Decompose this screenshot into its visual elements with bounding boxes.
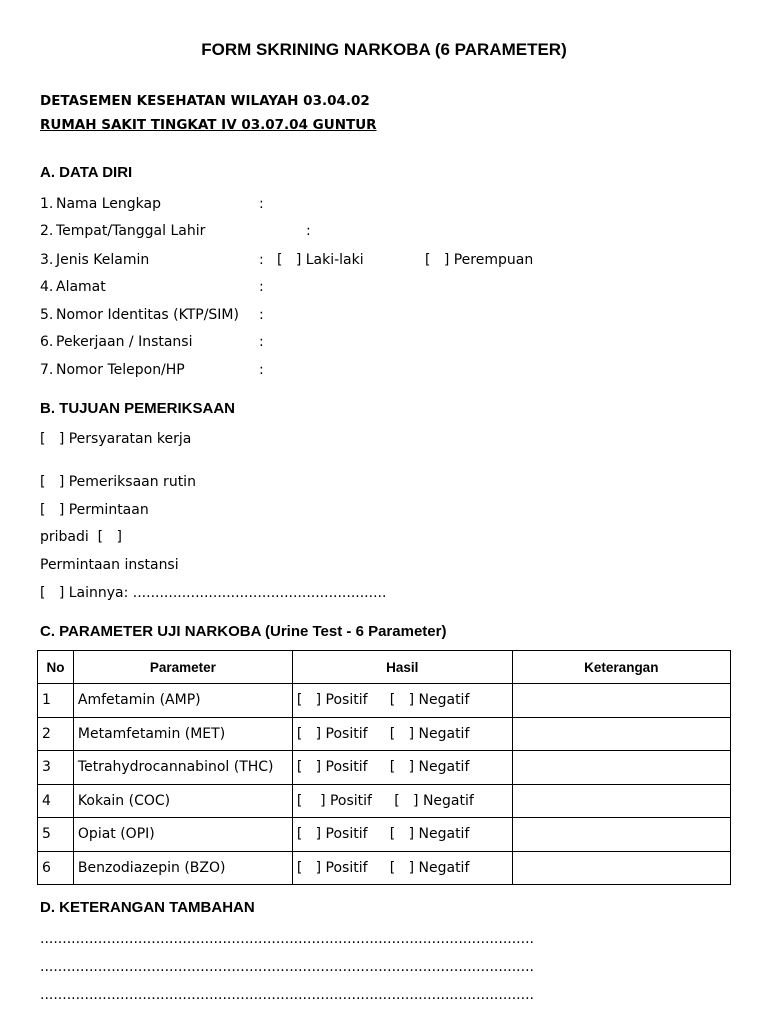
cell-hasil[interactable]: [ ] Positif [ ] Negatif bbox=[292, 717, 512, 751]
item-number: 5. bbox=[40, 307, 54, 323]
table-row bbox=[38, 684, 731, 718]
cell-no: 6 bbox=[38, 851, 74, 885]
section-d-heading: D. KETERANGAN TAMBAHAN bbox=[40, 899, 255, 916]
item-number: 2. bbox=[40, 223, 54, 239]
cell-keterangan[interactable] bbox=[512, 684, 730, 718]
table-header-row bbox=[38, 651, 731, 684]
item-number: 3. bbox=[40, 252, 54, 268]
header-unit: DETASEMEN KESEHATAN WILAYAH 03.04.02 bbox=[40, 93, 370, 109]
field-label-telepon: Nomor Telepon/HP bbox=[56, 362, 185, 378]
cell-parameter: Benzodiazepin (BZO) bbox=[73, 851, 292, 885]
cell-parameter: Opiat (OPI) bbox=[73, 818, 292, 852]
table-row bbox=[38, 717, 731, 751]
item-number: 6. bbox=[40, 334, 54, 350]
checkbox-female[interactable]: [ ] Perempuan bbox=[425, 252, 534, 268]
option-permintaan-instansi: Permintaan instansi bbox=[40, 557, 179, 573]
column-header-hasil: Hasil bbox=[292, 651, 512, 684]
cell-hasil[interactable]: [ ] Positif [ ] Negatif bbox=[292, 684, 512, 718]
field-colon: : bbox=[259, 252, 264, 268]
field-colon: : bbox=[259, 279, 264, 295]
column-header-no: No bbox=[38, 651, 74, 684]
cell-parameter: Tetrahydrocannabinol (THC) bbox=[73, 751, 292, 785]
form-title: FORM SKRINING NARKOBA (6 PARAMETER) bbox=[201, 40, 567, 59]
field-label-alamat: Alamat bbox=[56, 279, 106, 295]
section-b-heading: B. TUJUAN PEMERIKSAAN bbox=[40, 400, 236, 417]
field-colon: : bbox=[259, 196, 264, 212]
cell-parameter: Amfetamin (AMP) bbox=[73, 684, 292, 718]
table-row bbox=[38, 751, 731, 785]
cell-hasil[interactable]: [ ] Positif [ ] Negatif bbox=[292, 851, 512, 885]
notes-line[interactable]: ............................................................................................................... bbox=[40, 987, 534, 1003]
cell-hasil[interactable]: [ ] Positif [ ] Negatif bbox=[292, 818, 512, 852]
field-label-identitas: Nomor Identitas (KTP/SIM) bbox=[56, 307, 239, 323]
option-text-line[interactable]: pribadi [ ] bbox=[40, 529, 122, 545]
item-number: 4. bbox=[40, 279, 54, 295]
cell-no: 4 bbox=[38, 784, 74, 818]
checkbox-male[interactable]: [ ] Laki-laki bbox=[277, 252, 364, 268]
table-row bbox=[38, 818, 731, 852]
field-colon: : bbox=[259, 334, 264, 350]
table-row bbox=[38, 784, 731, 818]
notes-line[interactable]: ............................................................................................................... bbox=[40, 959, 534, 975]
option-permintaan-pribadi[interactable]: [ ] Permintaan bbox=[40, 502, 149, 518]
option-lainnya[interactable]: [ ] Lainnya: ......................................................... bbox=[40, 585, 387, 601]
cell-keterangan[interactable] bbox=[512, 851, 730, 885]
item-number: 7. bbox=[40, 362, 54, 378]
section-a-heading: A. DATA DIRI bbox=[40, 164, 133, 181]
cell-parameter: Metamfetamin (MET) bbox=[73, 717, 292, 751]
notes-line[interactable]: ............................................................................................................... bbox=[40, 931, 534, 947]
field-colon: : bbox=[259, 362, 264, 378]
field-label-ttl: Tempat/Tanggal Lahir bbox=[56, 223, 206, 239]
cell-hasil[interactable]: [ ] Positif [ ] Negatif bbox=[292, 751, 512, 785]
field-label-nama: Nama Lengkap bbox=[56, 196, 161, 212]
cell-keterangan[interactable] bbox=[512, 751, 730, 785]
cell-no: 5 bbox=[38, 818, 74, 852]
option-pemeriksaan-rutin[interactable]: [ ] Pemeriksaan rutin bbox=[40, 474, 196, 490]
option-persyaratan-kerja[interactable]: [ ] Persyaratan kerja bbox=[40, 431, 192, 447]
cell-no: 2 bbox=[38, 717, 74, 751]
field-colon: : bbox=[306, 223, 311, 239]
item-number: 1. bbox=[40, 196, 54, 212]
field-label-pekerjaan: Pekerjaan / Instansi bbox=[56, 334, 193, 350]
column-header-keterangan: Keterangan bbox=[512, 651, 730, 684]
table-row bbox=[38, 851, 731, 885]
cell-keterangan[interactable] bbox=[512, 717, 730, 751]
header-hospital: RUMAH SAKIT TINGKAT IV 03.07.04 GUNTUR bbox=[40, 117, 377, 133]
cell-parameter: Kokain (COC) bbox=[73, 784, 292, 818]
cell-keterangan[interactable] bbox=[512, 784, 730, 818]
cell-no: 3 bbox=[38, 751, 74, 785]
field-colon: : bbox=[259, 307, 264, 323]
cell-hasil[interactable]: [ ] Positif [ ] Negatif bbox=[292, 784, 512, 818]
cell-keterangan[interactable] bbox=[512, 818, 730, 852]
section-c-heading: C. PARAMETER UJI NARKOBA (Urine Test - 6 Parameter) bbox=[40, 623, 447, 640]
cell-no: 1 bbox=[38, 684, 74, 718]
parameter-table bbox=[37, 650, 731, 885]
column-header-parameter: Parameter bbox=[73, 651, 292, 684]
field-label-gender: Jenis Kelamin bbox=[56, 252, 150, 268]
